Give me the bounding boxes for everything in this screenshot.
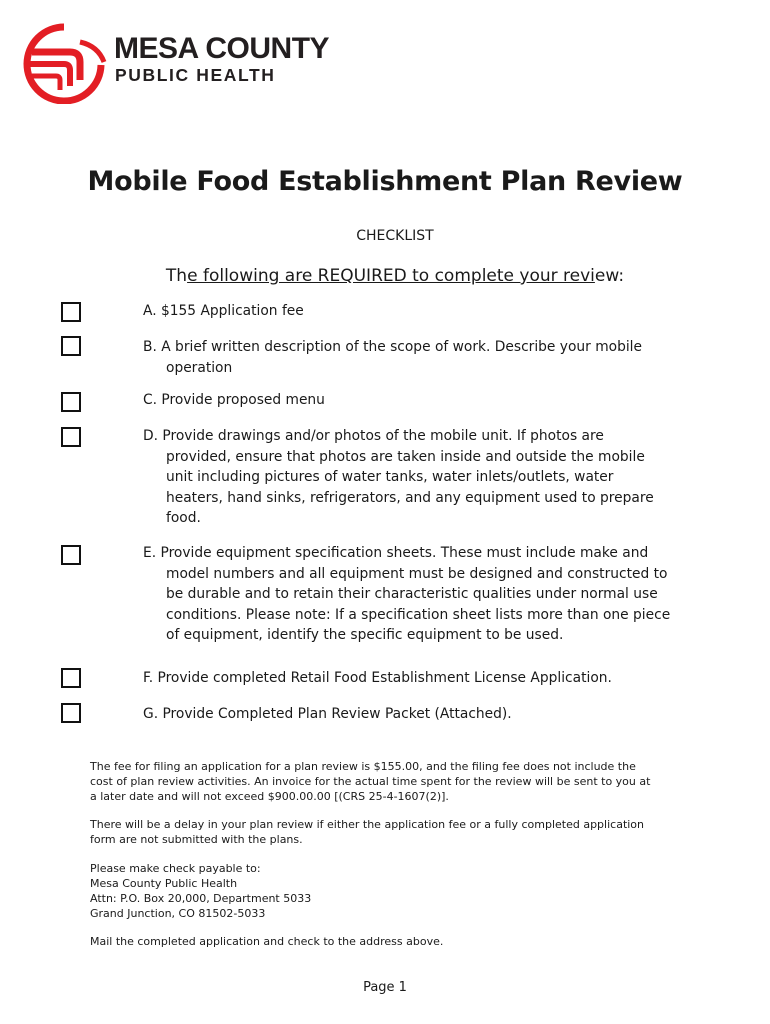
checklist-item-line: C. Provide proposed menu <box>143 392 325 408</box>
fee-note-line: a later date and will not exceed $900.00.00 [(CRS 25-4-1607(2)]. <box>90 790 449 803</box>
checklist-item-line: unit including pictures of water tanks, water inlets/outlets, water <box>166 469 614 485</box>
checklist-item-line: F. Provide completed Retail Food Establishment License Application. <box>143 670 612 686</box>
checkbox-d[interactable] <box>61 427 81 447</box>
checkbox-e[interactable] <box>61 545 81 565</box>
org-name-line2: PUBLIC HEALTH <box>115 65 276 85</box>
fee-note-line: The fee for filing an application for a plan review is $155.00, and the filing fee does not include the <box>90 760 636 773</box>
checklist-item-line: A. $155 Application fee <box>143 303 304 319</box>
required-heading-prefix: Th <box>165 266 188 286</box>
checkbox-f[interactable] <box>61 668 81 688</box>
delay-note <box>90 817 690 847</box>
checklist-item-line: G. Provide Completed Plan Review Packet (Attached). <box>143 706 512 722</box>
checklist-item-line: conditions. Please note: If a specification sheet lists more than one piece <box>166 606 671 623</box>
payable-address-line: Grand Junction, CO 81502-5033 <box>90 907 266 920</box>
page-number: Page 1 <box>363 980 407 995</box>
required-heading-suffix: ew: <box>594 266 625 286</box>
mail-note-line: Mail the completed application and check to the address above. <box>90 935 444 948</box>
fee-note <box>90 759 690 804</box>
checklist-item-d <box>143 426 683 529</box>
payable-address-line: Attn: P.O. Box 20,000, Department 5033 <box>90 892 312 905</box>
checklist-item-line: operation <box>166 359 233 376</box>
checklist-item-line: be durable and to retain their characteristic qualities under normal use <box>166 586 658 602</box>
checklist-item-c <box>143 390 683 411</box>
checklist-item-line: heaters, hand sinks, refrigerators, and any equipment used to prepare <box>166 489 654 506</box>
checklist-item-g <box>143 704 683 725</box>
org-name-line1: MESA COUNTY <box>114 32 330 65</box>
mcph-emblem-icon <box>18 22 110 104</box>
required-heading <box>0 266 770 286</box>
checklist-item-line: D. Provide drawings and/or photos of the mobile unit. If photos are <box>143 428 604 444</box>
delay-note-line: There will be a delay in your plan review if either the application fee or a fully completed application <box>90 818 645 831</box>
required-heading-underlined: e following are REQUIRED to complete your revi <box>187 266 595 286</box>
checklist-item-line: food. <box>166 510 201 526</box>
checkbox-b[interactable] <box>61 336 81 356</box>
checkbox-a[interactable] <box>61 302 81 322</box>
document-subtitle: CHECKLIST <box>356 228 434 244</box>
payable-address-line: Mesa County Public Health <box>90 877 238 890</box>
checklist-item-e <box>143 543 683 646</box>
payable-address <box>90 861 690 921</box>
payable-address-line: Please make check payable to: <box>90 862 261 875</box>
checklist-item-b <box>143 337 683 378</box>
fee-note-line: cost of plan review activities. An invoice for the actual time spent for the review will be sent to you at <box>90 775 651 788</box>
checklist-item-line: model numbers and all equipment must be designed and constructed to <box>166 565 668 582</box>
delay-note-line: form are not submitted with the plans. <box>90 833 303 846</box>
checklist-item-line: provided, ensure that photos are taken inside and outside the mobile <box>166 448 645 465</box>
checklist-item-line: B. A brief written description of the scope of work. Describe your mobile <box>143 339 643 355</box>
checkbox-c[interactable] <box>61 392 81 412</box>
checklist-item-f <box>143 668 683 689</box>
mesa-county-public-health-logo <box>18 22 338 102</box>
checklist-item-line: E. Provide equipment specification sheets. These must include make and <box>143 545 649 561</box>
checklist-item-line: of equipment, identify the specific equipment to be used. <box>166 627 564 643</box>
document-title: Mobile Food Establishment Plan Review <box>87 166 683 197</box>
checklist-item-a <box>143 301 683 322</box>
mail-note <box>90 934 690 949</box>
checkbox-g[interactable] <box>61 703 81 723</box>
